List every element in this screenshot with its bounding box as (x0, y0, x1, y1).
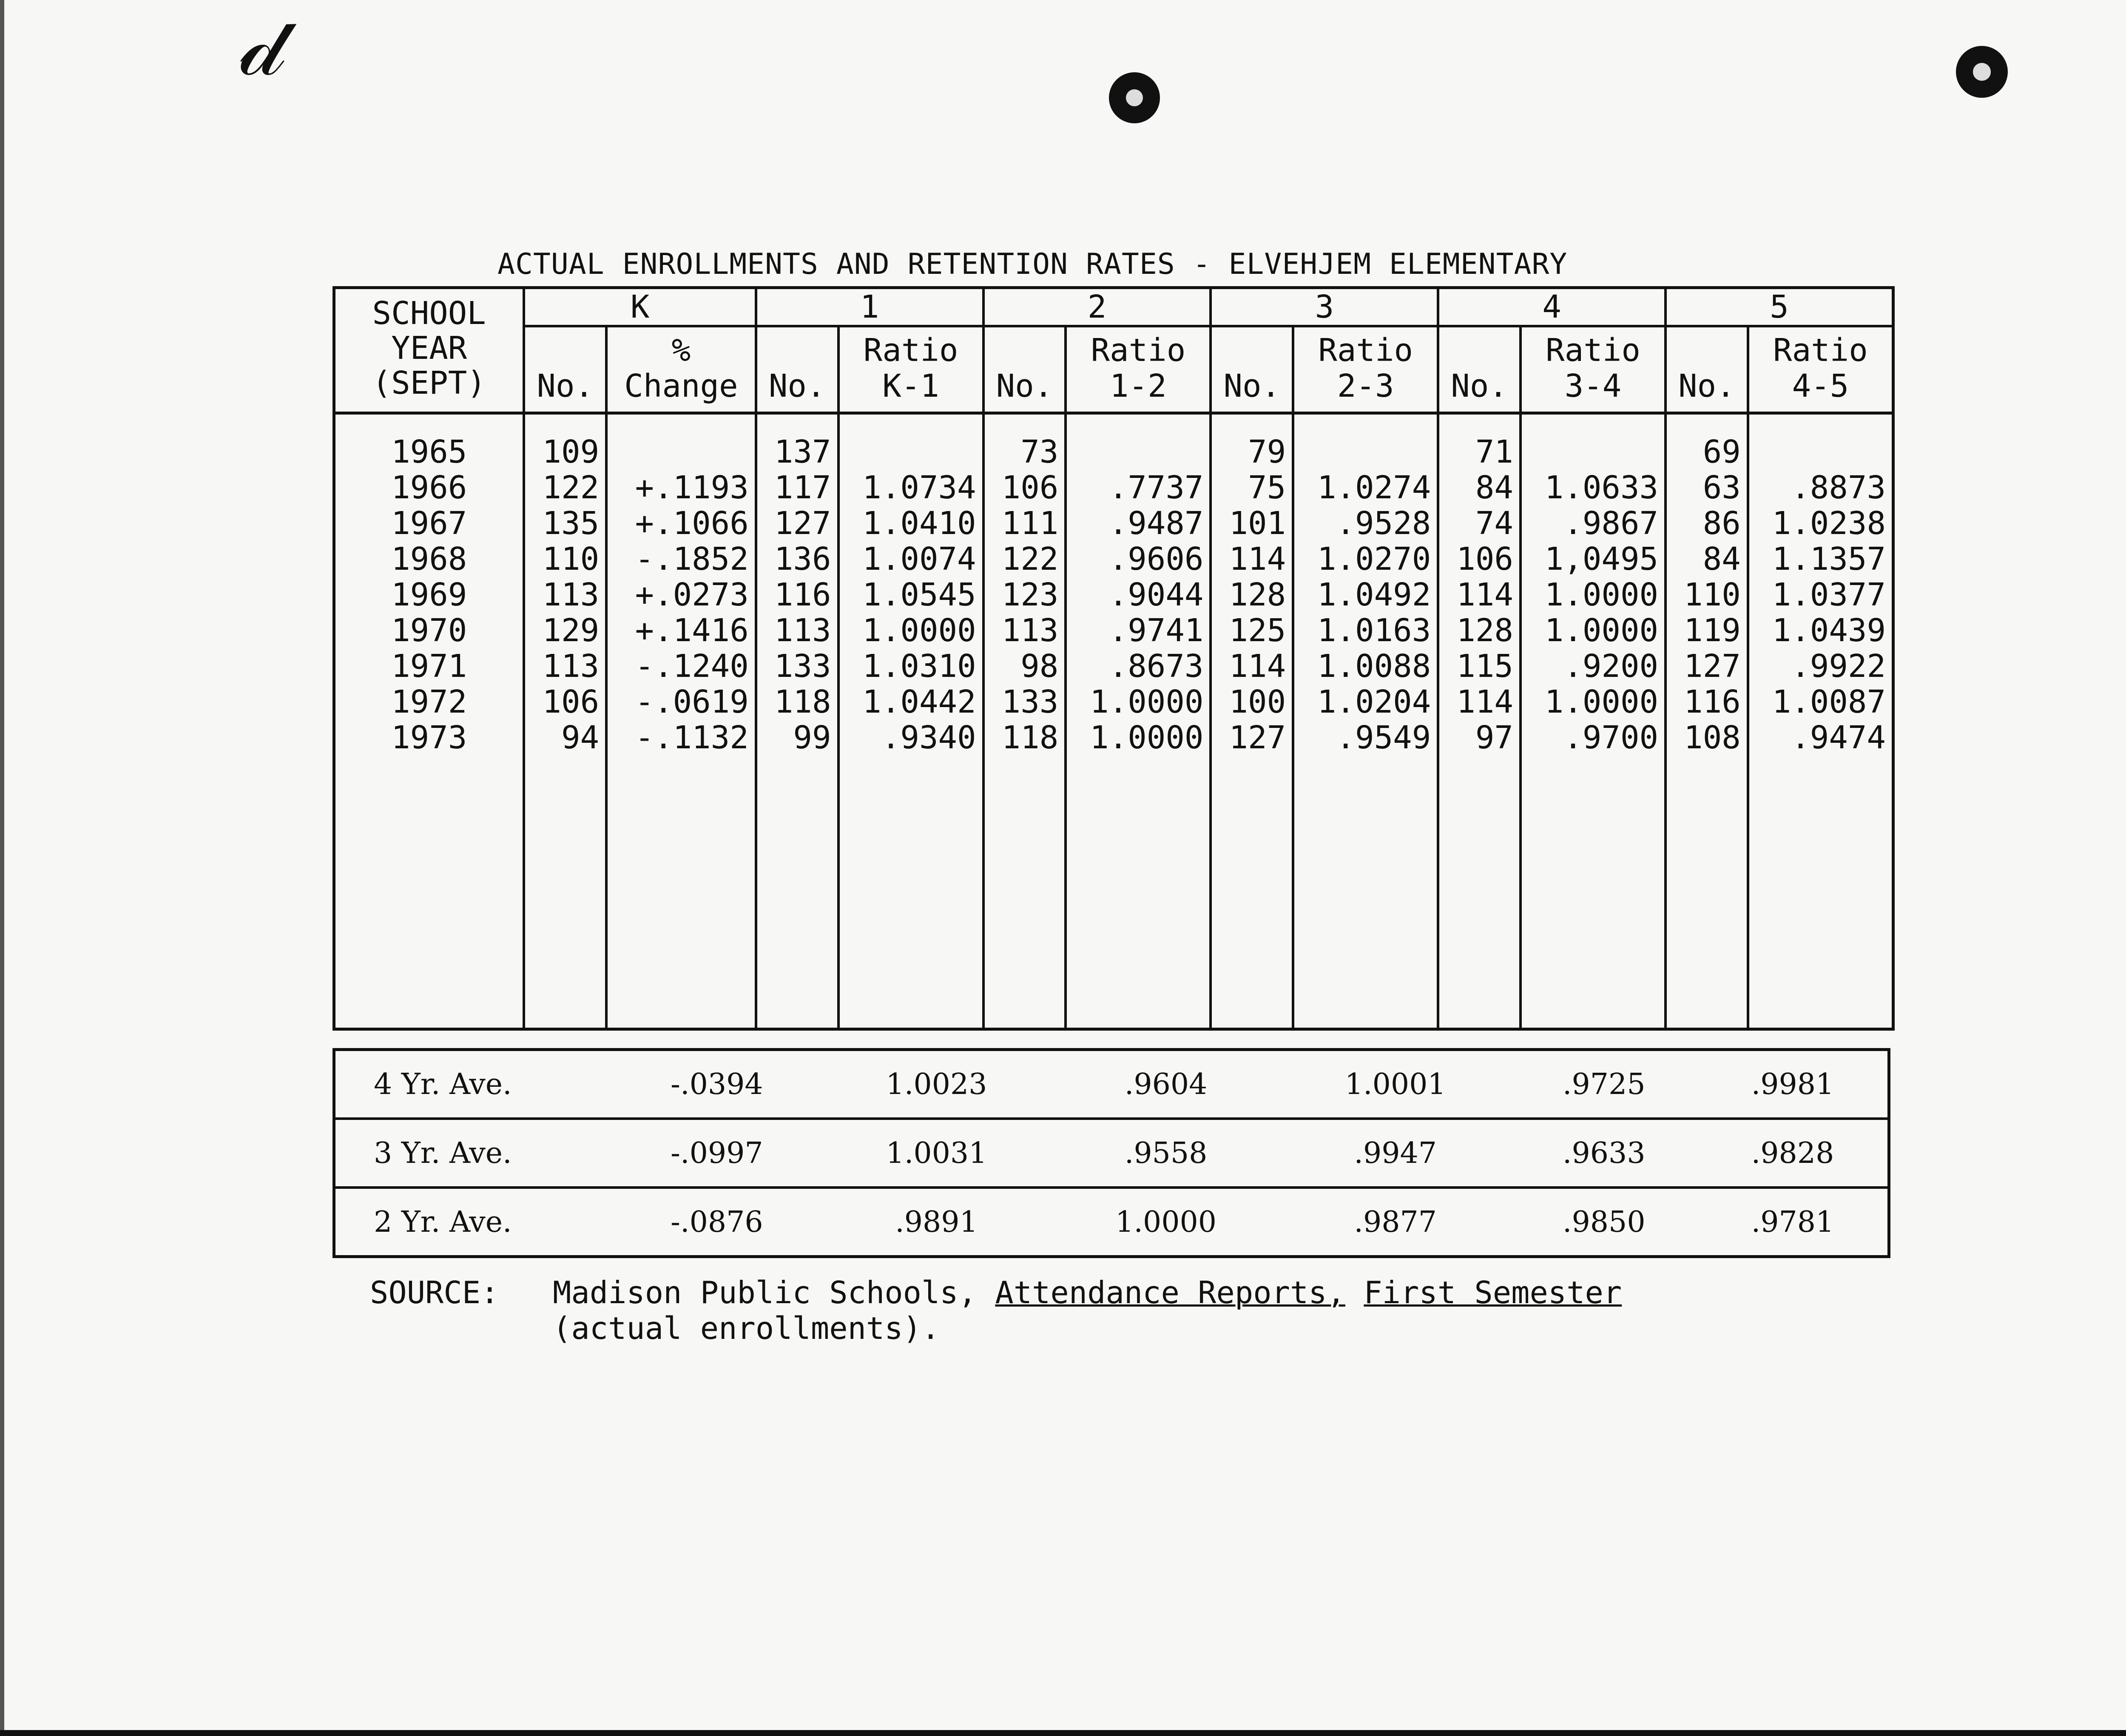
average-value: 1.0000 (1051, 1188, 1281, 1257)
g2-no-cell: 98 (983, 648, 1066, 684)
g4-ratio-cell: .9867 (1521, 506, 1666, 541)
enrollment-table-wrapper (333, 286, 1895, 1031)
g2-ratio-cell: .9487 (1066, 506, 1211, 541)
g5-ratio-cell (1748, 413, 1893, 470)
g3-ratio-cell: 1.0274 (1293, 470, 1438, 506)
averages-table-wrapper (333, 1048, 1890, 1258)
g2-ratio-cell: .9741 (1066, 613, 1211, 648)
k-change-cell: +.0273 (606, 577, 756, 613)
k-no-cell: 113 (524, 577, 606, 613)
g3-ratio-cell: 1.0492 (1293, 577, 1438, 613)
table-row (334, 613, 1893, 648)
g1-ratio-cell: 1.0410 (838, 506, 983, 541)
average-value: .9604 (1051, 1050, 1281, 1119)
blank-cell (838, 756, 983, 1029)
g4-no-cell: 97 (1438, 720, 1521, 756)
g4-no-cell: 128 (1438, 613, 1521, 648)
year-cell: 1971 (334, 648, 524, 684)
average-label: 3 Yr. Ave. (334, 1119, 612, 1188)
table-row (334, 413, 1893, 470)
g5-ratio-cell: .9474 (1748, 720, 1893, 756)
g5-no-cell: 63 (1666, 470, 1748, 506)
table-row (334, 541, 1893, 577)
g3-no-cell: 114 (1211, 648, 1293, 684)
g5-ratio-cell: 1.0087 (1748, 684, 1893, 720)
g4-no-cell: 114 (1438, 577, 1521, 613)
k-change-cell: -.1852 (606, 541, 756, 577)
g5-ratio-cell: 1.0439 (1748, 613, 1893, 648)
blank-cell (1748, 756, 1893, 1029)
g2-ratio-cell: .7737 (1066, 470, 1211, 506)
g2-ratio-cell: .8673 (1066, 648, 1211, 684)
g3-no-cell: 79 (1211, 413, 1293, 470)
source-note-line2: (actual enrollments). (553, 1310, 940, 1346)
scan-bottom-edge (0, 1730, 2126, 1736)
blank-cell (524, 756, 606, 1029)
g4-no-cell: 71 (1438, 413, 1521, 470)
average-value: .9891 (822, 1188, 1052, 1257)
k-no-cell: 109 (524, 413, 606, 470)
g2-ratio-cell: .9606 (1066, 541, 1211, 577)
table-row (334, 470, 1893, 506)
g3-no-cell: 125 (1211, 613, 1293, 648)
g1-ratio-cell: 1.0000 (838, 613, 983, 648)
g5-no-cell: 86 (1666, 506, 1748, 541)
grade-2-header: 2 (983, 288, 1211, 327)
table-row (334, 506, 1893, 541)
g4-ratio-cell (1521, 413, 1666, 470)
table-row (334, 684, 1893, 720)
enrollment-table (333, 286, 1895, 1031)
k-no-header: No. (524, 326, 606, 413)
g3-no-cell: 100 (1211, 684, 1293, 720)
year-cell: 1966 (334, 470, 524, 506)
g1-no-cell: 117 (756, 470, 838, 506)
school-year-header-line2: YEAR (391, 330, 467, 367)
g4-no-cell: 74 (1438, 506, 1521, 541)
g5-ratio-cell: .9922 (1748, 648, 1893, 684)
g5-ratio-cell: 1.1357 (1748, 541, 1893, 577)
g5-ratio-cell: 1.0377 (1748, 577, 1893, 613)
average-value: .9877 (1281, 1188, 1510, 1257)
g1-no-header: No. (756, 326, 838, 413)
g2-no-cell: 113 (983, 613, 1066, 648)
g4-ratio-cell: 1.0633 (1521, 470, 1666, 506)
blank-cell (1438, 756, 1521, 1029)
year-cell: 1967 (334, 506, 524, 541)
g1-no-cell: 118 (756, 684, 838, 720)
g5-no-cell: 84 (1666, 541, 1748, 577)
g3-no-cell: 75 (1211, 470, 1293, 506)
g1-ratio-cell: 1.0310 (838, 648, 983, 684)
average-row (334, 1188, 1889, 1257)
punch-hole-right (1956, 46, 2008, 98)
school-year-header-line3: (SEPT) (372, 365, 486, 401)
g3-no-cell: 114 (1211, 541, 1293, 577)
g5-no-header: No. (1666, 326, 1748, 413)
g2-ratio-cell: 1.0000 (1066, 720, 1211, 756)
g4-ratio-cell: 1.0000 (1521, 577, 1666, 613)
average-label: 4 Yr. Ave. (334, 1050, 612, 1119)
paper-tear-mark: 𝒹 (240, 0, 284, 95)
g4-ratio-cell: 1.0000 (1521, 613, 1666, 648)
g5-ratio-cell: 1.0238 (1748, 506, 1893, 541)
blank-cell (1066, 756, 1211, 1029)
g3-ratio-header: Ratio 2-3 (1293, 326, 1438, 413)
source-label: SOURCE: (370, 1275, 499, 1310)
average-value: 1.0023 (822, 1050, 1052, 1119)
k-no-cell: 122 (524, 470, 606, 506)
g2-no-cell: 106 (983, 470, 1066, 506)
page-title: ACTUAL ENROLLMENTS AND RETENTION RATES - ELVEHJEM ELEMENTARY (497, 247, 1568, 281)
year-cell: 1973 (334, 720, 524, 756)
g1-no-cell: 137 (756, 413, 838, 470)
grade-3-header: 3 (1211, 288, 1438, 327)
g5-no-cell: 69 (1666, 413, 1748, 470)
g1-no-cell: 113 (756, 613, 838, 648)
average-value: -.0394 (612, 1050, 822, 1119)
g3-no-cell: 128 (1211, 577, 1293, 613)
average-row (334, 1119, 1889, 1188)
g3-no-header: No. (1211, 326, 1293, 413)
enrollment-table-body (334, 413, 1893, 1029)
g2-no-header: No. (983, 326, 1066, 413)
average-value: .9828 (1698, 1119, 1889, 1188)
year-cell: 1965 (334, 413, 524, 470)
year-cell: 1969 (334, 577, 524, 613)
g3-ratio-cell: .9528 (1293, 506, 1438, 541)
g4-ratio-header: Ratio 3-4 (1521, 326, 1666, 413)
average-value: .9725 (1510, 1050, 1698, 1119)
g1-ratio-cell: 1.0734 (838, 470, 983, 506)
k-change-cell (606, 413, 756, 470)
g1-ratio-cell: 1.0442 (838, 684, 983, 720)
g3-ratio-cell: 1.0163 (1293, 613, 1438, 648)
blank-cell (1666, 756, 1748, 1029)
source-note (370, 1275, 1622, 1346)
g5-ratio-header: Ratio 4-5 (1748, 326, 1893, 413)
g2-no-cell: 73 (983, 413, 1066, 470)
g2-ratio-header: Ratio 1-2 (1066, 326, 1211, 413)
average-row (334, 1050, 1889, 1119)
g4-no-cell: 106 (1438, 541, 1521, 577)
table-row (334, 577, 1893, 613)
g2-ratio-cell (1066, 413, 1211, 470)
average-label: 2 Yr. Ave. (334, 1188, 612, 1257)
average-value: 1.0031 (822, 1119, 1052, 1188)
k-no-cell: 129 (524, 613, 606, 648)
g5-no-cell: 116 (1666, 684, 1748, 720)
k-no-cell: 110 (524, 541, 606, 577)
year-cell: 1970 (334, 613, 524, 648)
g2-ratio-cell: .9044 (1066, 577, 1211, 613)
average-value: .9633 (1510, 1119, 1698, 1188)
average-value: -.0997 (612, 1119, 822, 1188)
blank-cell (983, 756, 1066, 1029)
k-change-header: % Change (606, 326, 756, 413)
g1-ratio-cell: 1.0545 (838, 577, 983, 613)
g2-no-cell: 122 (983, 541, 1066, 577)
k-change-cell: -.0619 (606, 684, 756, 720)
g3-ratio-cell: 1.0204 (1293, 684, 1438, 720)
g5-no-cell: 127 (1666, 648, 1748, 684)
school-year-header-line1: SCHOOL (372, 295, 486, 332)
g2-no-cell: 133 (983, 684, 1066, 720)
g5-no-cell: 119 (1666, 613, 1748, 648)
blank-cell (1521, 756, 1666, 1029)
grade-k-header: K (524, 288, 756, 327)
grade-4-header: 4 (1438, 288, 1666, 327)
k-no-cell: 106 (524, 684, 606, 720)
g2-no-cell: 111 (983, 506, 1066, 541)
k-no-cell: 113 (524, 648, 606, 684)
g5-no-cell: 108 (1666, 720, 1748, 756)
average-value: .9781 (1698, 1188, 1889, 1257)
average-value: 1.0001 (1281, 1050, 1510, 1119)
g5-no-cell: 110 (1666, 577, 1748, 613)
blank-cell (606, 756, 756, 1029)
g1-ratio-cell: .9340 (838, 720, 983, 756)
k-no-cell: 135 (524, 506, 606, 541)
k-change-cell: +.1193 (606, 470, 756, 506)
g3-ratio-cell: 1.0088 (1293, 648, 1438, 684)
g3-no-cell: 101 (1211, 506, 1293, 541)
g1-no-cell: 99 (756, 720, 838, 756)
g4-ratio-cell: 1,0495 (1521, 541, 1666, 577)
averages-table-body (334, 1050, 1889, 1257)
average-value: .9981 (1698, 1050, 1889, 1119)
k-change-cell: -.1132 (606, 720, 756, 756)
school-year-header (334, 288, 524, 413)
source-report: Attendance Reports, (995, 1275, 1345, 1310)
g4-ratio-cell: .9700 (1521, 720, 1666, 756)
year-cell: 1968 (334, 541, 524, 577)
g2-no-cell: 123 (983, 577, 1066, 613)
source-publisher: Madison Public Schools, (553, 1275, 977, 1310)
scan-left-edge (0, 0, 4, 1736)
g4-ratio-cell: .9200 (1521, 648, 1666, 684)
g1-no-cell: 133 (756, 648, 838, 684)
g2-no-cell: 118 (983, 720, 1066, 756)
k-change-cell: +.1416 (606, 613, 756, 648)
table-blank-space (334, 756, 1893, 1029)
g1-no-cell: 127 (756, 506, 838, 541)
g1-ratio-cell (838, 413, 983, 470)
year-cell: 1972 (334, 684, 524, 720)
g3-no-cell: 127 (1211, 720, 1293, 756)
k-change-cell: -.1240 (606, 648, 756, 684)
table-row (334, 648, 1893, 684)
blank-cell (756, 756, 838, 1029)
g1-no-cell: 136 (756, 541, 838, 577)
grade-1-header: 1 (756, 288, 983, 327)
k-change-cell: +.1066 (606, 506, 756, 541)
blank-cell (1211, 756, 1293, 1029)
average-value: .9850 (1510, 1188, 1698, 1257)
g4-ratio-cell: 1.0000 (1521, 684, 1666, 720)
g1-ratio-cell: 1.0074 (838, 541, 983, 577)
g3-ratio-cell (1293, 413, 1438, 470)
average-value: .9558 (1051, 1119, 1281, 1188)
source-semester: First Semester (1364, 1275, 1622, 1310)
table-row (334, 720, 1893, 756)
average-value: -.0876 (612, 1188, 822, 1257)
g4-no-cell: 84 (1438, 470, 1521, 506)
punch-hole-left (1109, 72, 1160, 123)
g3-ratio-cell: 1.0270 (1293, 541, 1438, 577)
g3-ratio-cell: .9549 (1293, 720, 1438, 756)
g4-no-header: No. (1438, 326, 1521, 413)
g4-no-cell: 115 (1438, 648, 1521, 684)
g4-no-cell: 114 (1438, 684, 1521, 720)
blank-cell (1293, 756, 1438, 1029)
g2-ratio-cell: 1.0000 (1066, 684, 1211, 720)
averages-table (333, 1048, 1890, 1258)
g1-no-cell: 116 (756, 577, 838, 613)
average-value: .9947 (1281, 1119, 1510, 1188)
blank-cell (334, 756, 524, 1029)
k-no-cell: 94 (524, 720, 606, 756)
grade-5-header: 5 (1666, 288, 1893, 327)
g1-ratio-header: Ratio K-1 (838, 326, 983, 413)
g5-ratio-cell: .8873 (1748, 470, 1893, 506)
